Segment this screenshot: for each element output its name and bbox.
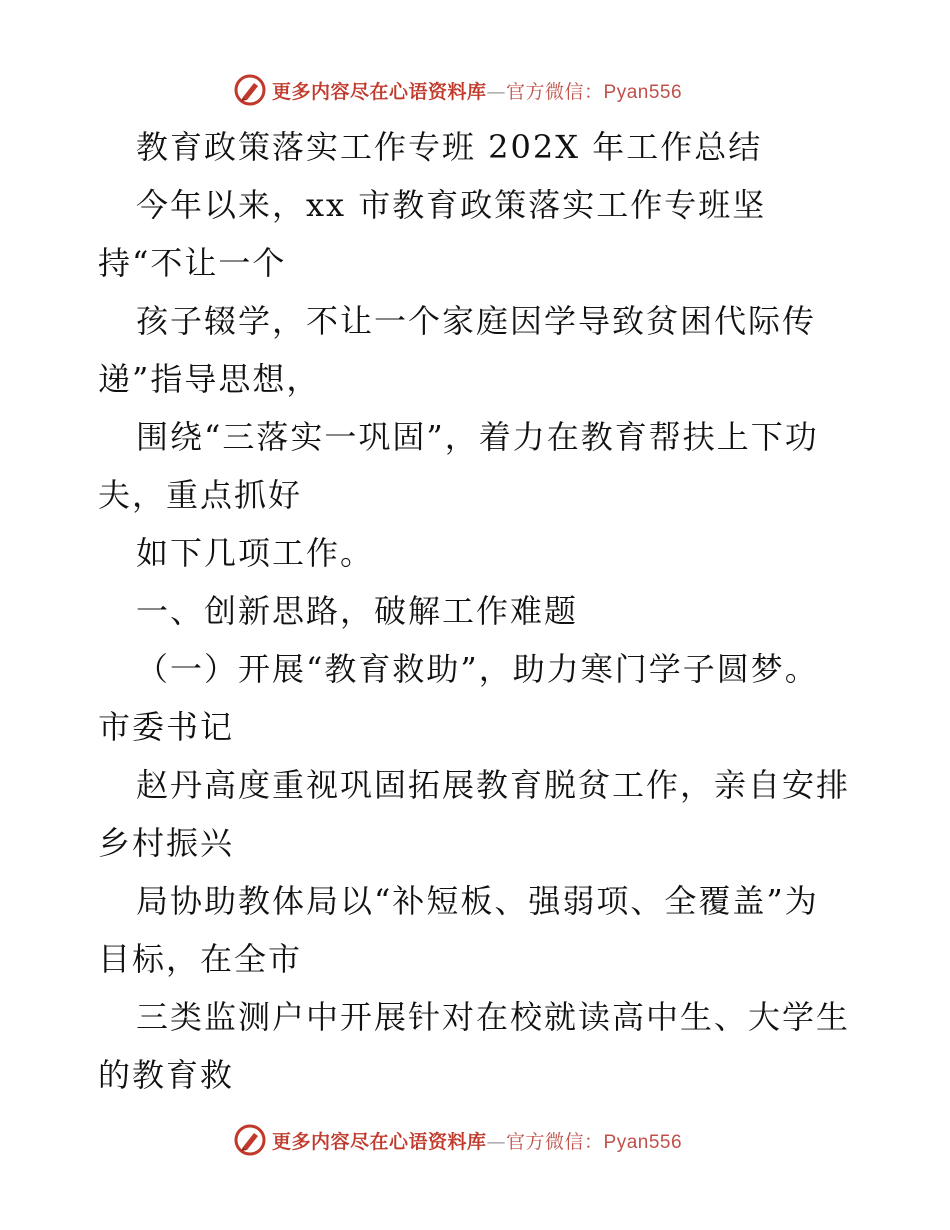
paragraph-line: 持“不让一个 [98,244,287,282]
document-title: 教育政策落实工作专班 202X 年工作总结 [136,128,763,166]
watermark-account: 官方微信：Pyan556 [506,81,683,103]
pen-logo-icon [234,1124,266,1156]
paragraph-line: 市委书记 [98,708,235,746]
paragraph-line: 三类监测户中开展针对在校就读高中生、大学生 [136,998,851,1036]
paragraph-line: 孩子辍学，不让一个家庭因学导致贫困代际传 [136,302,817,340]
paragraph-line: 如下几项工作。 [136,534,375,572]
paragraph-line: 今年以来，xx 市教育政策落实工作专班坚 [136,186,767,224]
watermark-text [272,1127,682,1154]
paragraph-line: 递”指导思想， [98,360,321,398]
paragraph-line: 夫，重点抓好 [98,476,303,514]
watermark-separator: — [486,80,507,103]
watermark-name: 更多内容尽在心语资料库 [272,1130,487,1153]
footer-watermark [234,1122,714,1158]
subsection-heading: （一）开展“教育救助”，助力寒门学子圆梦。 [136,650,819,688]
watermark-separator: — [486,1130,507,1153]
paragraph-line: 乡村振兴 [98,824,235,862]
watermark-account: 官方微信：Pyan556 [506,1131,683,1153]
paragraph-line: 局协助教体局以“补短板、强弱项、全覆盖”为 [136,882,819,920]
watermark-name: 更多内容尽在心语资料库 [272,80,487,103]
paragraph-line: 围绕“三落实一巩固”，着力在教育帮扶上下功 [136,418,819,456]
paragraph-line: 赵丹高度重视巩固拓展教育脱贫工作，亲自安排 [136,766,851,804]
section-heading: 一、创新思路，破解工作难题 [136,592,579,630]
paragraph-line: 目标，在全市 [98,940,303,978]
paragraph-line: 的教育救 [98,1056,235,1094]
